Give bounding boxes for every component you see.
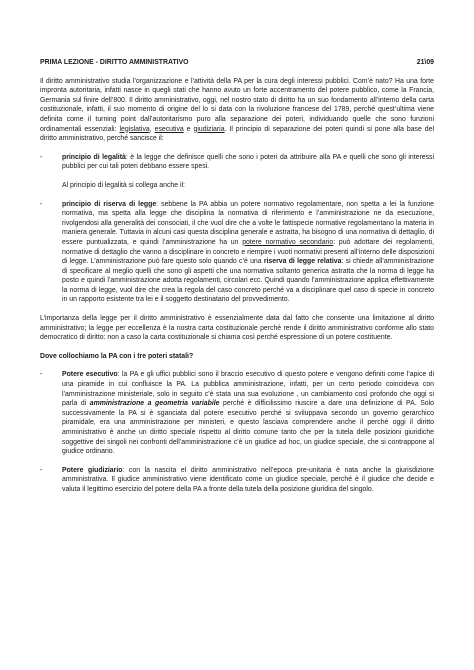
bullet-dash: - xyxy=(40,466,43,474)
riserva-text-1: : sebbene la PA abbia un potere normativo regolamentare, non spetta a lei la funzione normativa, ma spetta alla legge che disciplina la normativa di riferimento e l’amministrazione ne da esecuzione, rivolgendosi alla generalità dei consociati, il che vuol dire che a volte le fattispecie normative regolamentano la materia in maniera generale. Tuttavia in alcuni casi questa disciplina generale e astratta, ha bisogno di una normativa di dettaglio, di essere puntualizzata, e quindi l’amministrazione ha un xyxy=(62,200,435,246)
function-legislativa: legislativa xyxy=(119,125,150,133)
geometria-variabile: amministrazione a geometria variabile xyxy=(89,400,220,408)
intro-paragraph xyxy=(40,77,434,144)
riserva-text-2: : può adottare dei regolamenti, normative di dettaglio che vanno a disciplinare in concreto e riempire i vuoti normativi presenti all’interno delle disposizioni di legge. L’amministrazione può fare questo solo quando c’è una xyxy=(62,238,434,266)
bullet-principio-legalita xyxy=(40,153,434,172)
bullet-potere-esecutivo xyxy=(40,370,434,456)
riserva-relativa: riserva di legge relativa xyxy=(263,258,342,266)
riserva-label: principio di riserva di legge xyxy=(62,200,157,208)
bullet-riserva-di-legge xyxy=(40,200,434,306)
giudiziario-text-1: : con la nascita el diritto amministrativo nell’epoca pre-unitaria è nata anche la giurisdizione amministrativa. Il giudice amministrativo viene identificato come un giudice speciale, perché è il giudice che decide e valuta il legittimo esercizio del potere della PA a fronte della tutela della posizione giuridica del singolo. xyxy=(62,466,434,493)
giudiziario-label: Potere giudiziario xyxy=(62,466,123,474)
function-giudiziaria: giudiziaria xyxy=(193,125,225,133)
intro-text-2: . Il principio di separazione dei poteri quindi si pone alla base del diritto amministrativo, perché sancisce il: xyxy=(40,125,434,143)
bullet-dash: - xyxy=(40,371,43,379)
esecutivo-text-1: : la PA e gli uffici pubblici sono il braccio esecutivo di questo potere e vengono definiti come l’apice di una piramide in cui confluisce la PA. La pubblica amministrazione, infatti, per un certo periodo coincideva con l’amministrazione ministeriale, solo in seguito c’è stata una sua evoluzione , un cambiamento così profondo che oggi si parla di xyxy=(62,371,434,408)
bullet-dash: - xyxy=(40,200,43,208)
legalita-label: principio di legalità xyxy=(62,153,126,161)
esecutivo-text-2: perché è difficilissimo riuscire a dare una definizione di PA. Solo successivamente la PA si è sganciata dal potere esecutivo perché si sviluppava secondo un governo gerarchico piramidale, era una amministrazione per ministeri, e questo lasciava comprendere anche il perché oggi il diritto amministrativo è anche un diritto speciale rispetto al diritto comune tanto che per la tutela delle posizioni giuridiche soggettive dei singoli nei confronti dell’amministrazione c’è un giudice ad hoc, un giudice speciale, che si contrappone al giudice ordinario. xyxy=(62,400,434,456)
section-question: Dove collochiamo la PA con i tre poteri statali? xyxy=(40,352,194,360)
function-esecutiva: esecutiva xyxy=(154,125,184,133)
esecutivo-label: Potere esecutivo xyxy=(62,371,118,379)
bullet-potere-giudiziario xyxy=(40,466,434,495)
link-paragraph: Al principio di legalità si collega anche il: xyxy=(62,181,185,189)
legalita-text: : è la legge che definisce quelli che sono i poteri da attribuire alla PA e quelli che sono gli interessi pubblici per cui tali poteri debbano essere spesi. xyxy=(62,153,434,171)
bullet-dash: - xyxy=(40,153,43,161)
intro-sep-1: , xyxy=(149,125,155,133)
intro-text-1: Il diritto amministrativo studia l’organizzazione e l’attività della PA per la cura degli interessi pubblici. Com’è nato? Ha una forte impronta autoritaria, infatti nasce in quegli stati che hanno avuto un forte accentramento del potere pubblico, come la Francia, Germania sul finire dell’800. Il diritto amministrativo, oggi, nel nostro stato di diritto ha un suo fondamento all’interno della carta costituzionale, infatti, il suo momento di origine del lo si data con la rivoluzione francese del 1789, perché quest’ultima viene definita come il turning point dall’autoritarismo puro alla separazione dei poteri, individuando quelle che sono funzioni ordinamentali essenziali: xyxy=(40,77,434,133)
riserva-text-3: : si chiede all’amministrazione di specificare al meglio quelli che sono gli aspetti che una normativa soltanto generica astratta che la norma di legge ha posto e quindi l’amministrazione adotta regolamenti, circolari ecc. Quindi quando l’amministrazione applica effettivamente la norma di legge, vuol dire che crea la regola del caso concreto perché va a disciplinare quel caso di specie in concreto in un rapporto esistente tra lei e il soggetto destinatario del provvedimento. xyxy=(62,258,434,304)
lesson-title: PRIMA LEZIONE - DIRITTO AMMINISTRATIVO xyxy=(40,59,189,66)
lesson-date: 21\09 xyxy=(416,59,434,66)
intro-sep-2: e xyxy=(183,125,194,133)
page-header xyxy=(40,58,434,68)
importanza-paragraph: L’importanza della legge per il diritto amministrativo è essenzialmente data dal fatto che consente una limitazione al diritto amministrativo; la legge per eccellenza è la nostra carta costituzionale perché rende il diritto amministrativo conforme allo stato democratico di diritto: non a caso la carta costituzionale si chiama così perché espressione di un potere costituente. xyxy=(40,315,434,342)
potere-normativo-secondario: potere normativo secondario xyxy=(242,238,334,246)
